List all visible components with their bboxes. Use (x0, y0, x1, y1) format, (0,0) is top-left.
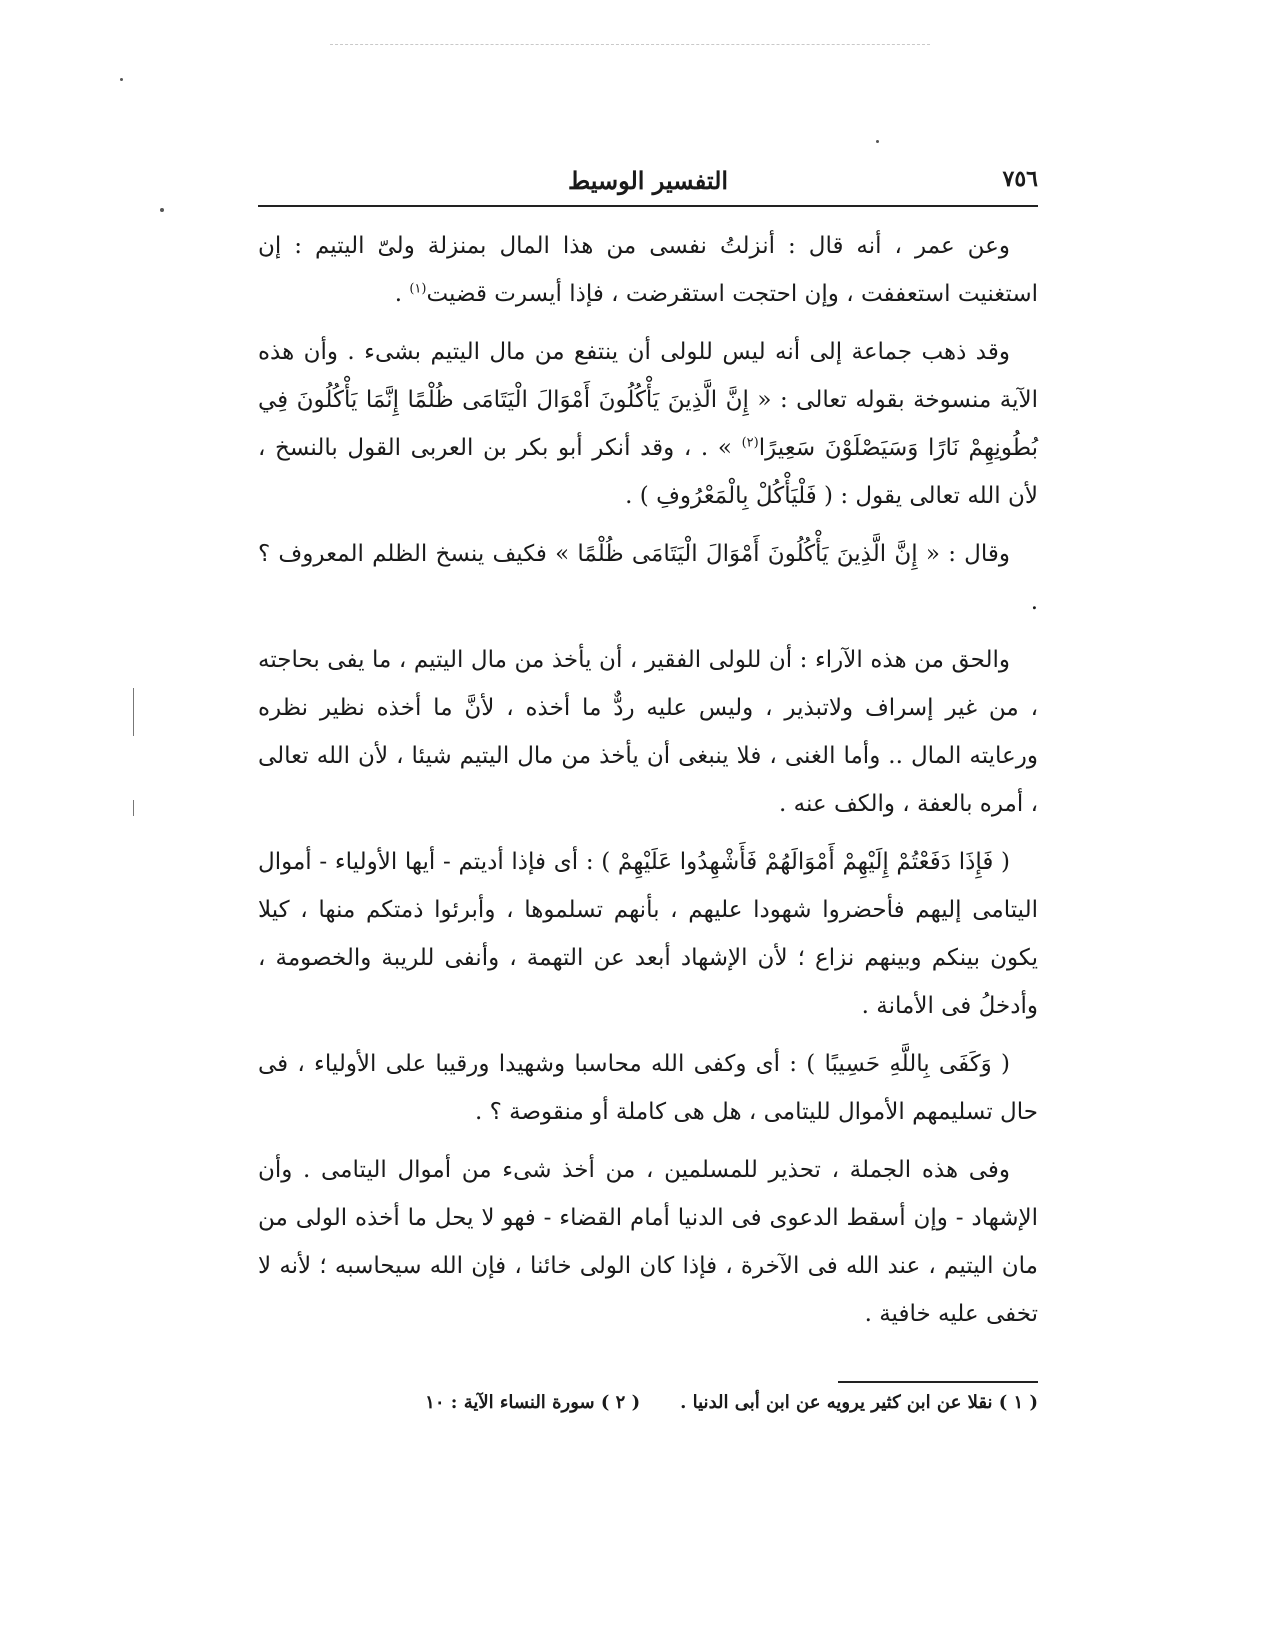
paragraph: والحق من هذه الآراء : أن للولى الفقير ، أن يأخذ من مال اليتيم ، ما يفى بحاجته ، من غير إسراف ولاتبذير ، وليس عليه ردٌّ ما أخذه ، لأنَّ ما أخذه نظير نظره ورعايته المال .. وأما الغنى ، فلا ينبغى أن يأخذ من مال اليتيم شيئا ، لأن الله تعالى ، أمره بالعفة ، والكف عنه . (258, 647, 1038, 817)
margin-mark (133, 688, 134, 736)
paragraph: وعن عمر ، أنه قال : أنزلتُ نفسى من هذا المال بمنزلة ولىّ اليتيم : إن استغنيت استعففت ، وإن احتجت استقرضت ، فإذا أيسرت قضيت$^{(١)}$ . (258, 233, 1038, 307)
paragraph: وفى هذه الجملة ، تحذير للمسلمين ، من أخذ شىء من أموال اليتامى . وأن الإشهاد - وإن أسقط الدعوى فى الدنيا أمام القضاء - فهو لا يحل ما أخذه الولى من مان اليتيم ، عند الله فى الآخرة ، فإذا كان الولى خائنا ، فإن الله سيحاسبه ؛ لأنه لا تخفى عليه خافية . (258, 1157, 1038, 1327)
footnote-rule (838, 1381, 1038, 1383)
paragraph: وقد ذهب جماعة إلى أنه ليس للولى أن ينتفع من مال اليتيم بشىء . وأن هذه الآية منسوخة بقوله تعالى : « إِنَّ الَّذِينَ يَأْكُلُونَ أَمْوَالَ الْيَتَامَى ظُلْمًا إِنَّمَا يَأْكُلُونَ فِي بُطُونِهِمْ نَارًا وَسَيَصْلَوْنَ سَعِيرًا$^{(٢)}$ » . ، وقد أنكر أبو بكر بن العربى القول بالنسخ ، لأن الله تعالى يقول : ( فَلْيَأْكُلْ بِالْمَعْرُوفِ ) . (258, 339, 1038, 509)
scan-dot (120, 78, 123, 81)
footnote-marker: (٢) (741, 435, 759, 451)
margin-mark (133, 800, 134, 816)
footnote-marker: (١) (409, 281, 427, 297)
running-title: التفسير الوسيط (567, 166, 729, 195)
paragraph: وقال : « إِنَّ الَّذِينَ يَأْكُلُونَ أَمْوَالَ الْيَتَامَى ظُلْمًا » فكيف ينسخ الظلم المعروف ؟ . (258, 541, 1038, 615)
scan-artifact (330, 44, 930, 47)
scan-dot (876, 140, 879, 143)
footnote-1: ( ١ ) نقلا عن ابن كثير يرويه عن ابن أبى الدنيا . (680, 1392, 1038, 1413)
body-text (258, 222, 1038, 1348)
page-number: ٧٥٦ (1002, 166, 1038, 192)
footnote-2: ( ٢ ) سورة النساء الآية : ١٠ (425, 1392, 641, 1413)
scan-dot (160, 208, 164, 212)
paragraph: ( وَكَفَى بِاللَّهِ حَسِيبًا ) : أى وكفى الله محاسبا وشهيدا ورقيبا على الأولياء ، فى حال تسليمهم الأموال لليتامى ، هل هى كاملة أو منقوصة ؟ . (258, 1051, 1038, 1125)
paragraph: ( فَإِذَا دَفَعْتُمْ إِلَيْهِمْ أَمْوَالَهُمْ فَأَشْهِدُوا عَلَيْهِمْ ) : أى فإذا أديتم - أيها الأولياء - أموال اليتامى إليهم فأحضروا شهودا عليهم ، بأنهم تسلموها ، وأبرئوا ذمتكم منها ، كيلا يكون بينكم وبينهم نزاع ؛ لأن الإشهاد أبعد عن التهمة ، وأنفى للريبة والخصومة ، وأدخلُ فى الأمانة . (258, 849, 1038, 1019)
header-rule (258, 205, 1038, 207)
footnotes (380, 1392, 1038, 1413)
page-header (258, 166, 1038, 202)
